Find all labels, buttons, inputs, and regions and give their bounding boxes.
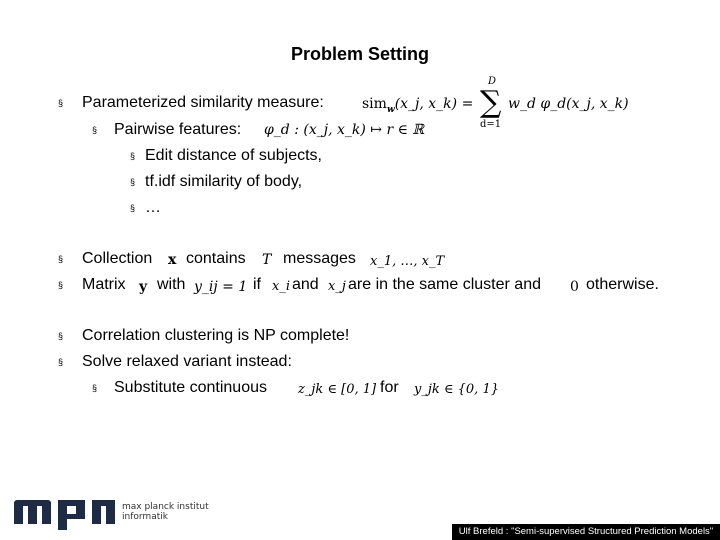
sum-lower-limit: d=1 — [480, 119, 502, 130]
bullet: § — [58, 98, 64, 108]
xj-symbol: x_j — [328, 279, 346, 294]
yjk-formula: y_jk ∈ {0, 1} — [414, 382, 499, 397]
matrix-text: Matrix — [82, 276, 126, 293]
if-text: if — [253, 276, 261, 293]
zjk-formula: z_jk ∈ [0, 1] — [298, 382, 377, 397]
and-text: and — [292, 276, 319, 293]
phi-formula: φ_d : (x_j, x_k) ↦ r ∈ ℝ — [264, 122, 425, 138]
same-cluster-text: are in the same cluster and — [348, 276, 541, 293]
bullet: § — [58, 254, 64, 264]
message-sequence: x_1, …, x_T — [370, 254, 445, 269]
edit-distance-text: Edit distance of subjects, — [145, 147, 322, 164]
substitute-continuous-text: Substitute continuous — [114, 379, 267, 396]
contains-text: contains — [186, 250, 246, 267]
footer-citation: Ulf Brefeld : "Semi-supervised Structured Prediction Models" — [452, 524, 720, 540]
messages-text: messages — [283, 250, 356, 267]
sum-symbol: ∑ — [480, 85, 502, 120]
parameterized-similarity-text: Parameterized similarity measure: — [82, 94, 324, 111]
otherwise-text: otherwise. — [586, 276, 659, 293]
xi-symbol: x_i — [272, 279, 290, 294]
np-complete-text: Correlation clustering is NP complete! — [82, 327, 350, 344]
institute-name: max planck institut informatik — [122, 502, 209, 522]
bullet: § — [130, 177, 136, 187]
pairwise-features-text: Pairwise features: — [114, 121, 242, 138]
collection-text: Collection — [82, 250, 153, 267]
y-bold: y — [139, 279, 148, 295]
tfidf-text: tf.idf similarity of body, — [145, 173, 303, 190]
bullet: § — [58, 280, 64, 290]
bullet: § — [92, 125, 98, 135]
mpi-logo — [12, 494, 118, 530]
with-text: with — [157, 276, 186, 293]
bullet: § — [92, 383, 98, 393]
bullet: § — [58, 331, 64, 341]
T-symbol: T — [262, 252, 272, 268]
bullet: § — [130, 203, 136, 213]
sum-body: w_d φ_d(x_j, x_k) — [508, 96, 629, 112]
similarity-formula: sim$_w$(x_j, x_k) = — [362, 96, 474, 115]
for-text: for — [380, 379, 399, 396]
slide-title: Problem Setting — [290, 44, 429, 64]
yij-formula: y_ij = 1 — [194, 279, 248, 295]
x-bold: x — [168, 252, 177, 268]
bullet: § — [130, 151, 136, 161]
bullet: § — [58, 357, 64, 367]
sum-upper-limit: D — [488, 76, 497, 87]
ellipsis-text: … — [145, 199, 161, 216]
zero-symbol: 0 — [570, 279, 579, 295]
relaxed-variant-text: Solve relaxed variant instead: — [82, 353, 292, 370]
